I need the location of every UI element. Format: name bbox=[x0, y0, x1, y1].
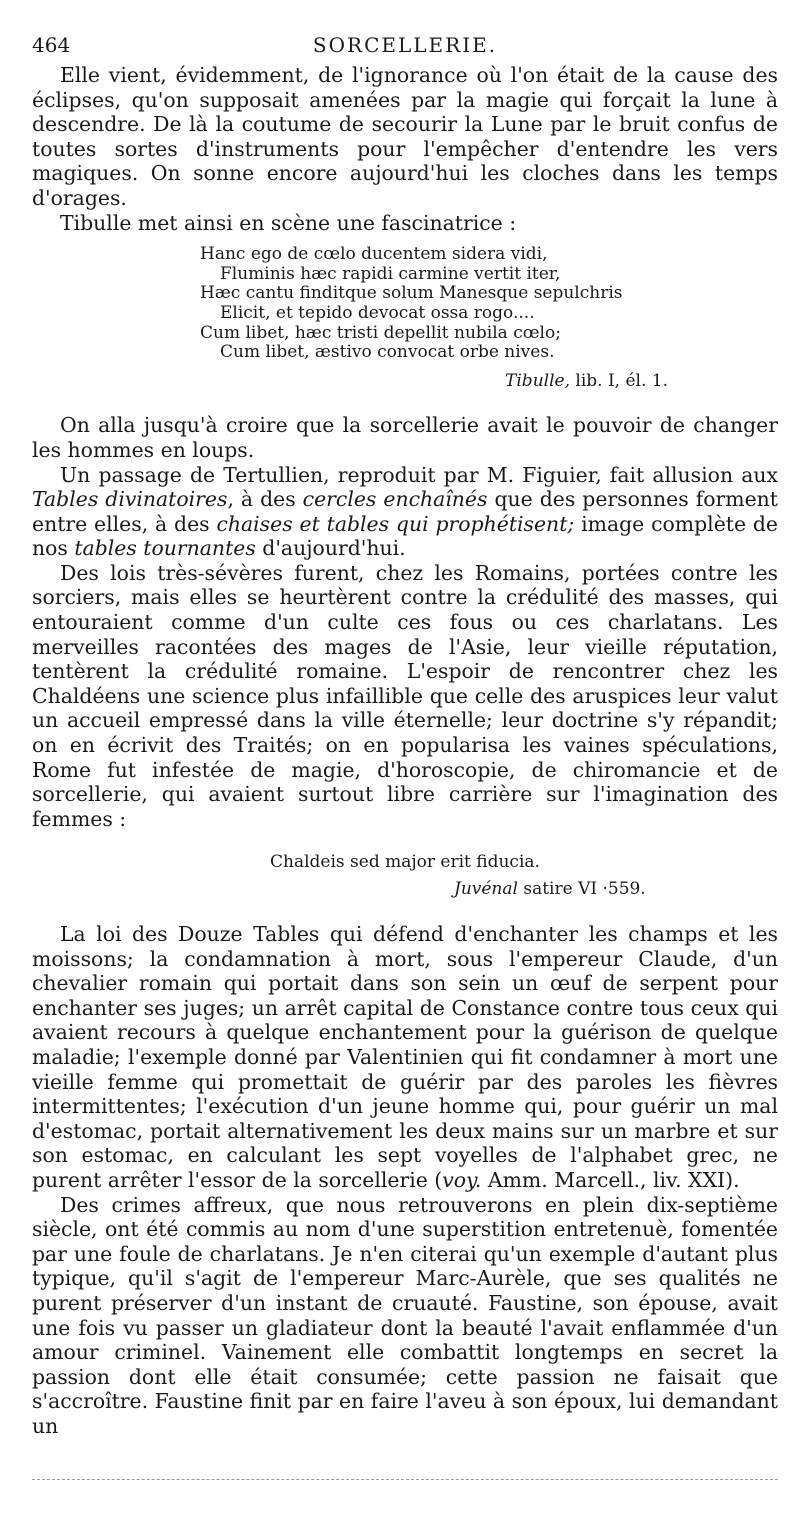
verse-quote bbox=[200, 245, 778, 363]
juvenal-quote: Chaldeis sed major erit fiducia. bbox=[270, 852, 540, 873]
text-run: , à des bbox=[227, 487, 303, 512]
text-run: La loi des Douze Tables qui défend d'enchanter les champs et les moissons; la condamnation à mort, sous l'empereur Claude, d'un chevalier romain qui portait dans son sein un œuf de serpent pour enchanter ses juges; un arrêt capital de Constance contre tous ceux qui avaient recours à quelque enchantement pour la guérison de quelque maladie; l'exemple donné par Valentinien qui fit condamner à mort une vieille femme qui promettait de guérir par des paroles les fièvres intermittentes; l'exécution d'un jeune homme qui, pour guérir un mal d'estomac, portait alternativement les deux mains sur un marbre et sur son estomac, en calculant les sept voyelles de l'alphabet grec, ne purent arrêter l'essor de la sorcellerie ( bbox=[32, 922, 778, 1192]
paragraph-douze-tables bbox=[32, 922, 778, 1193]
running-head: SORCELLERIE. bbox=[312, 33, 498, 57]
italic-run: tables tournantes bbox=[74, 536, 256, 561]
page-header bbox=[32, 33, 778, 61]
verse-line: Elicit, et tepido devocat ossa rogo.... bbox=[220, 302, 535, 323]
paragraph-eclipses: Elle vient, évidemment, de l'ignorance où l'on était de la cause des éclipses, qu'on supposait amenées par la magie qui forçait la lune à descendre. De là la coutume de secourir la Lune par le bruit confus de toutes sortes d'instruments pour l'empêcher d'entendre les vers magiques. On sonne encore aujourd'hui les cloches dans les temps d'orages. bbox=[32, 63, 778, 210]
page-body bbox=[32, 63, 778, 1438]
verse-attribution bbox=[32, 369, 668, 394]
verse-line: Cum libet, hæc tristi depellit nubila cœlo; bbox=[200, 322, 561, 343]
text-run: d'aujourd'hui. bbox=[255, 536, 406, 561]
paragraph-romains: Des lois très-sévères furent, chez les Romains, portées contre les sorciers, mais elles se heurtèrent contre la crédulité des masses, qui entouraient comme d'un culte ces fous ou ces charlatans. Les merveilles racontées des mages de l'Asie, leur vieille réputation, tentèrent la crédulité romaine. L'espoir de rencontrer chez les Chaldéens une science plus infaillible que celle des aruspices leur valut un accueil empressé dans la ville éternelle; leur doctrine s'y répandit; on en écrivit des Traités; on en popularisa les vaines spéculations, Rome fut infestée de magie, d'horoscopie, de chiromancie et de sorcellerie, qui avaient surtout libre carrière sur l'imagination des femmes : bbox=[32, 560, 778, 831]
attribution-ref: lib. I, él. 1. bbox=[569, 370, 668, 391]
text-run: Un passage de Tertullien, reproduit par M. Figuier, fait allusion aux bbox=[60, 462, 778, 487]
attribution-author: Tibulle, bbox=[505, 370, 570, 391]
juvenal-attribution bbox=[454, 877, 778, 902]
paragraph-tibulle-intro: Tibulle met ainsi en scène une fascinatrice : bbox=[60, 210, 517, 235]
attribution-ref: satire VI ·559. bbox=[517, 879, 646, 900]
text-run: que des personnes forment entre elles, à des bbox=[32, 487, 778, 536]
paragraph-marc-aurele: Des crimes affreux, que nous retrouverons en plein dix-septième siècle, ont été commis au nom d'une superstition entretenuè, fomentée par une foule de charlatans. Je n'en citerai qu'un exemple d'autant plus typique, qu'il s'agit de l'empereur Marc-Aurèle, que ses qualités ne purent préserver d'un instant de cruauté. Faustine, son épouse, avait une fois vu passer un gladiateur dont la beauté l'avait enflammée d'un amour criminel. Vainement elle combattit longtemps en secret la passion dont elle était consumée; cette passion ne faisait que s'accroître. Faustine finit par en faire l'aveu à son époux, lui demandant un bbox=[32, 1192, 778, 1438]
italic-run: voy. bbox=[442, 1167, 482, 1192]
italic-run: cercles enchaînés bbox=[302, 487, 488, 512]
attribution-author: Juvénal bbox=[454, 879, 518, 900]
italic-run: chaises et tables qui prophétisent; bbox=[216, 511, 575, 536]
verse-line: Fluminis hæc rapidi carmine vertit iter, bbox=[220, 263, 561, 284]
verse-line: Cum libet, æstivo convocat orbe nives. bbox=[220, 342, 555, 363]
verse-line: Hæc cantu finditque solum Manesque sepulchris bbox=[200, 283, 623, 304]
verse-line: Hanc ego de cœlo ducentem sidera vidi, bbox=[200, 244, 548, 265]
italic-run: Tables divinatoires bbox=[32, 487, 228, 512]
text-run: Amm. Marcell., liv. XXI). bbox=[481, 1167, 740, 1192]
paragraph-tertullien bbox=[32, 463, 778, 561]
page-number: 464 bbox=[32, 33, 71, 57]
footer-rule bbox=[32, 1479, 778, 1480]
text-run: image complète de nos bbox=[32, 511, 778, 561]
paragraph-loups: On alla jusqu'à croire que la sorcellerie avait le pouvoir de changer les hommes en loups. bbox=[32, 413, 778, 462]
